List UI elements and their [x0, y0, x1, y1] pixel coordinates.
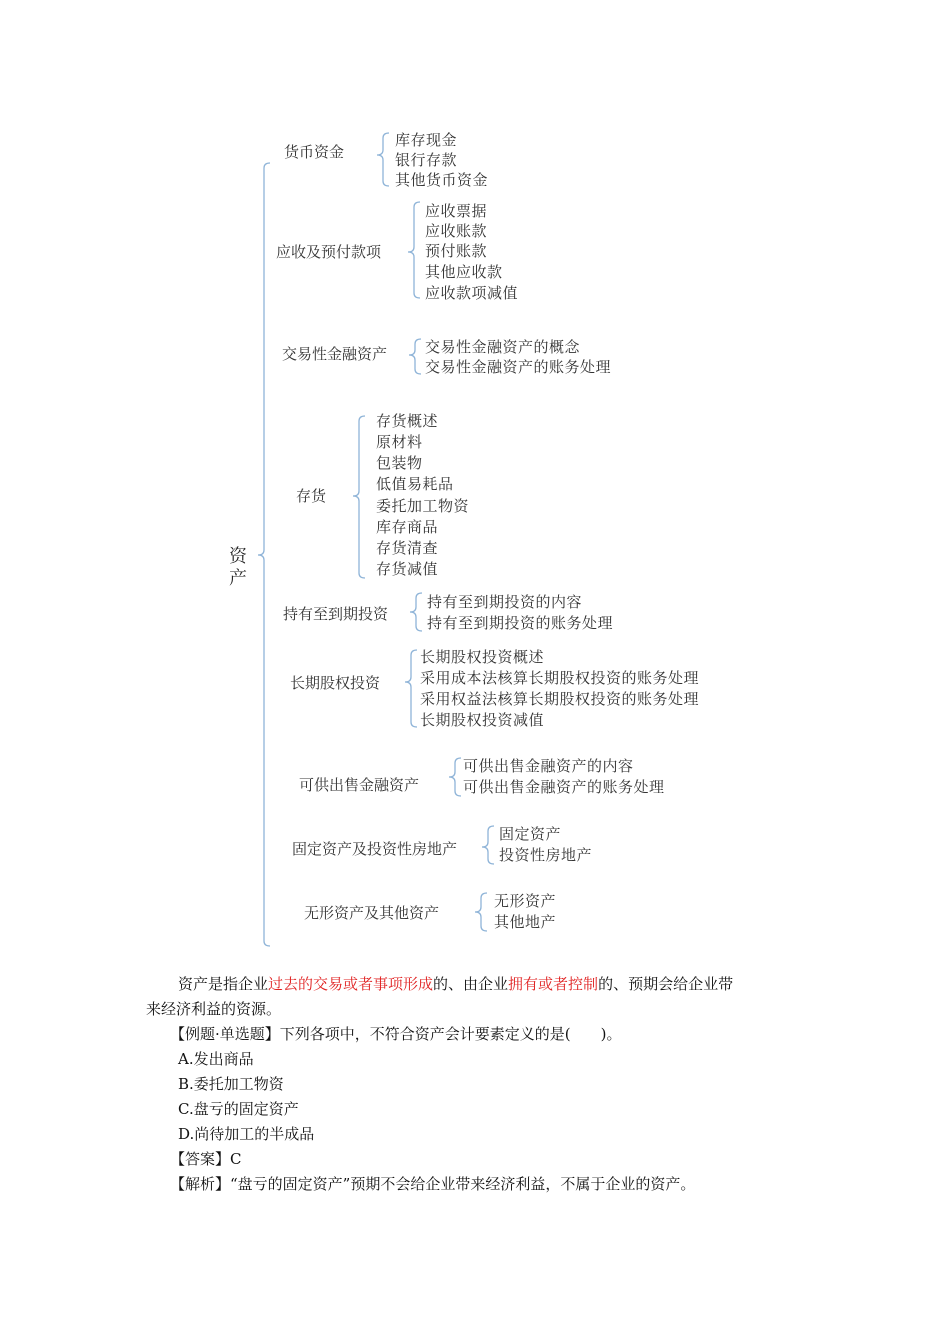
- definition-text: 的、预期会给企业带: [598, 975, 734, 993]
- branch-item: 投资性房地产: [499, 846, 593, 864]
- branch-item: 长期股权投资概述: [420, 648, 545, 666]
- mindmap-root: 资产: [229, 546, 247, 589]
- definition-line-1: [178, 972, 733, 997]
- question-answer: 【答案】C: [170, 1150, 242, 1168]
- branch-brace: [377, 133, 389, 186]
- branch-item: 低值易耗品: [376, 475, 454, 493]
- branch-item: 长期股权投资减值: [420, 711, 545, 729]
- branch-label: 交易性金融资产: [282, 345, 388, 363]
- branch-item: 其他地产: [494, 913, 557, 931]
- branch-item: 存货减值: [376, 560, 439, 578]
- question-option: A.发出商品: [178, 1050, 254, 1068]
- branch-brace: [409, 339, 421, 374]
- definition-highlight: 过去的交易或者事项形成: [268, 975, 434, 993]
- branch-item: 其他货币资金: [395, 171, 489, 189]
- definition-highlight: 拥有或者控制: [508, 975, 599, 993]
- branch-item: 预付账款: [425, 242, 488, 260]
- branch-item: 应收款项减值: [425, 284, 519, 302]
- branch-brace: [449, 758, 461, 796]
- definition-text: 资产是指企业: [178, 975, 269, 993]
- question-prompt: 【例题·单选题】下列各项中，不符合资产会计要素定义的是( )。: [170, 1025, 622, 1043]
- branch-item: 存货清查: [376, 539, 439, 557]
- branch-item: 采用权益法核算长期股权投资的账务处理: [420, 690, 700, 708]
- definition-line-2: 来经济利益的资源。: [146, 1000, 282, 1018]
- branch-brace: [405, 650, 417, 727]
- branch-item: 固定资产: [499, 825, 562, 843]
- branch-item: 委托加工物资: [376, 497, 470, 515]
- branch-item: 其他应收款: [425, 263, 503, 281]
- branch-item: 持有至到期投资的内容: [427, 593, 583, 611]
- branch-label: 长期股权投资: [290, 674, 381, 692]
- branch-label: 持有至到期投资: [283, 605, 389, 623]
- branch-label: 可供出售金融资产: [299, 776, 420, 794]
- question-option: D.尚待加工的半成品: [178, 1125, 315, 1143]
- branch-brace: [475, 893, 487, 931]
- question-option: C.盘亏的固定资产: [178, 1100, 299, 1118]
- branch-item: 应收票据: [425, 202, 488, 220]
- branch-item: 交易性金融资产的账务处理: [425, 358, 612, 376]
- branch-item: 应收账款: [425, 222, 488, 240]
- question-explanation: 【解析】“盘亏的固定资产”预期不会给企业带来经济利益，不属于企业的资产。: [170, 1175, 696, 1193]
- branch-brace: [353, 416, 365, 578]
- question-option: B.委托加工物资: [178, 1075, 284, 1093]
- branch-item: 交易性金融资产的概念: [425, 338, 581, 356]
- definition-text: 的、由企业: [433, 975, 509, 993]
- root-brace: [258, 163, 270, 946]
- branch-item: 包装物: [376, 454, 423, 472]
- branch-item: 采用成本法核算长期股权投资的账务处理: [420, 669, 700, 687]
- branch-label: 存货: [296, 487, 327, 505]
- branch-item: 可供出售金融资产的账务处理: [463, 778, 665, 796]
- branch-item: 银行存款: [395, 151, 458, 169]
- branch-item: 无形资产: [494, 892, 557, 910]
- branch-item: 库存现金: [395, 131, 458, 149]
- branch-brace: [408, 202, 420, 298]
- branch-item: 原材料: [376, 433, 423, 451]
- branch-brace: [482, 826, 494, 864]
- branch-item: 存货概述: [376, 412, 439, 430]
- branch-brace: [410, 593, 422, 631]
- branch-label: 应收及预付款项: [276, 243, 382, 261]
- branch-label: 货币资金: [284, 143, 345, 161]
- branch-item: 库存商品: [376, 518, 439, 536]
- branch-item: 持有至到期投资的账务处理: [427, 614, 614, 632]
- branch-item: 可供出售金融资产的内容: [463, 757, 634, 775]
- branch-label: 固定资产及投资性房地产: [292, 840, 458, 858]
- branch-label: 无形资产及其他资产: [304, 904, 440, 922]
